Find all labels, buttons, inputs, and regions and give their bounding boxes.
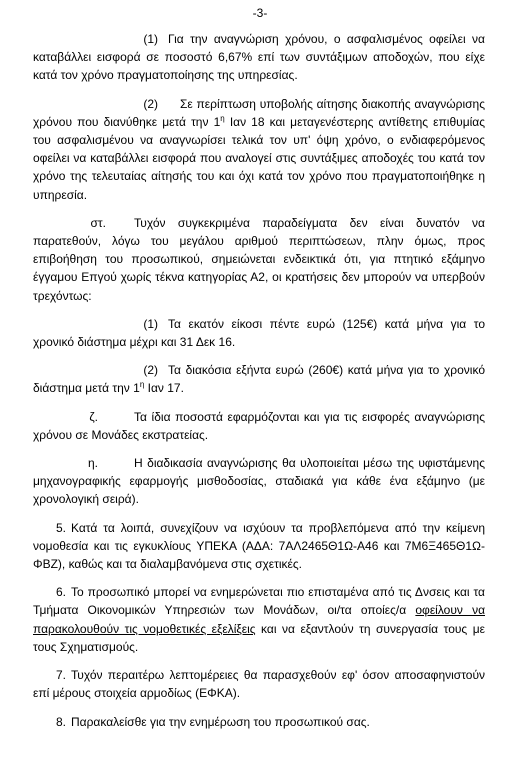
item-number: (2): [143, 96, 158, 111]
item-number: 8.: [55, 714, 66, 729]
paragraph-4h: [33, 454, 485, 509]
paragraph-text: Τυχόν συγκεκριμένα παραδείγματα δεν είναι δυνατόν να παρατεθούν, λόγω του μεγάλου αριθμού περιπτώσεων, πλην όμως, προς επιβοήθηση του προσωπικού, σημειώνεται ενδεικτικά ότι, για πτητικό εξάμηνο έγγαμου Επγού χωρίς τέκνα κατηγορίας Α2, οι κρατήσεις δεν μπορούν να υπερβούν τρεχόντως:: [33, 215, 485, 303]
item-letter: στ.: [90, 215, 106, 230]
item-letter: η.: [87, 456, 98, 471]
page-number: -3-: [252, 6, 268, 20]
item-number: (1): [143, 316, 158, 331]
paragraph-8: [33, 713, 485, 731]
superscript: η: [220, 113, 225, 123]
paragraph-text: και να εξαντλούν τη συνεργασία τους με τους Σχηματισμούς.: [33, 621, 485, 654]
paragraph-4st: [33, 214, 485, 305]
paragraph-text: Τα ίδια ποσοστά εφαρμόζονται και για τις εισφορές αναγνώρισης χρόνου σε Μονάδες εκστρατείας.: [33, 409, 485, 442]
paragraph-text: Τα διακόσια εξήντα ευρώ (260€) κατά μήνα για το χρονικό διάστημα μετά την 1: [33, 363, 485, 396]
paragraph-text: Κατά τα λοιπά, συνεχίζουν να ισχύουν τα προβλεπόμενα από την κείμενη νομοθεσία και τις εγκυκλίους ΥΠΕΚΑ (ΑΔΑ: 7ΑΛ2465Θ1Ω-Α46 και 7Μ6Ξ465Θ1Ω-ΦΒΖ), καθώς και τα διαλαμβανόμενα στις σχετικές.: [33, 520, 485, 572]
paragraph-text: Τυχόν περαιτέρω λεπτομέρειες θα παρασχεθούν εφ' όσον αποσαφηνιστούν επί μέρους στοιχεία αρμοδίως (ΕΦΚΑ).: [33, 668, 485, 701]
paragraph-4st1: [33, 315, 485, 351]
item-number: (2): [143, 363, 158, 378]
paragraph-text: Για την αναγνώριση χρόνου, ο ασφαλισμένος οφείλει να καταβάλλει εισφορά σε ποσοστό 6,67% επί των συντάξιμων αποδοχών, που είχε κατά τον χρόνο πραγματοποίησης της υπηρεσίας.: [33, 32, 485, 83]
item-number: (1): [143, 32, 158, 46]
paragraph-7: [33, 666, 485, 702]
paragraph-5: [33, 519, 485, 574]
item-number: 5.: [55, 520, 66, 535]
paragraph-4e1: [33, 30, 485, 85]
paragraph-text: Τα εκατόν είκοσι πέντε ευρώ (125€) κατά μήνα για το χρονικό διάστημα μέχρι και 31 Δεκ 16.: [33, 316, 485, 350]
paragraph-4z: [33, 408, 485, 444]
paragraph-text: Το προσωπικό μπορεί να ενημερώνεται πιο επισταμένα από τις Δνσεις και τα Τμήματα Οικονομικών Υπηρεσιών των Μονάδων, οι/τα οποίες/α: [33, 585, 485, 618]
paragraph-text: Ιαν 18 και μεταγενέστερης αντίθετης επιθυμίας του ασφαλισμένου να αναγνωρίσει τελικά τον υπ' όψη χρόνο, ο ενδιαφερόμενος οφείλει να καταβάλλει εισφορά που αναλογεί στις συντάξιμες αποδοχές του κατά τον χρόνο της τελευταίας αίτησής του και όχι κατά τον χρόνο που πραγματοποιήθηκε η υπηρεσία.: [33, 114, 486, 202]
document-body: [33, 30, 485, 731]
item-number: 7.: [55, 668, 66, 683]
paragraph-text: Σε περίπτωση υποβολής αίτησης διακοπής αναγνώρισης χρόνου που διανύθηκε μετά την 1: [33, 96, 485, 129]
paragraph-text: Ιαν 17.: [144, 381, 184, 396]
paragraph-text: Η διαδικασία αναγνώρισης θα υλοποιείται μέσω της υφιστάμενης μηχανογραφικής εφαρμογής μισθοδοσίας, σταδιακά για κάθε ένα εξάμηνο (με χρονολογική σειρά).: [33, 456, 485, 507]
paragraph-4st2: [33, 361, 485, 397]
item-letter: ζ.: [89, 409, 98, 424]
paragraph-text: Παρακαλείσθε για την ενημέρωση του προσωπικού σας.: [71, 714, 370, 729]
item-number: 6.: [55, 585, 66, 600]
paragraph-6: [33, 583, 485, 656]
paragraph-4e2: [33, 95, 485, 204]
underlined-text: οφείλουν να παρακολουθούν τις νομοθετικές εξελίξεις: [33, 603, 485, 636]
superscript: η: [139, 380, 145, 390]
